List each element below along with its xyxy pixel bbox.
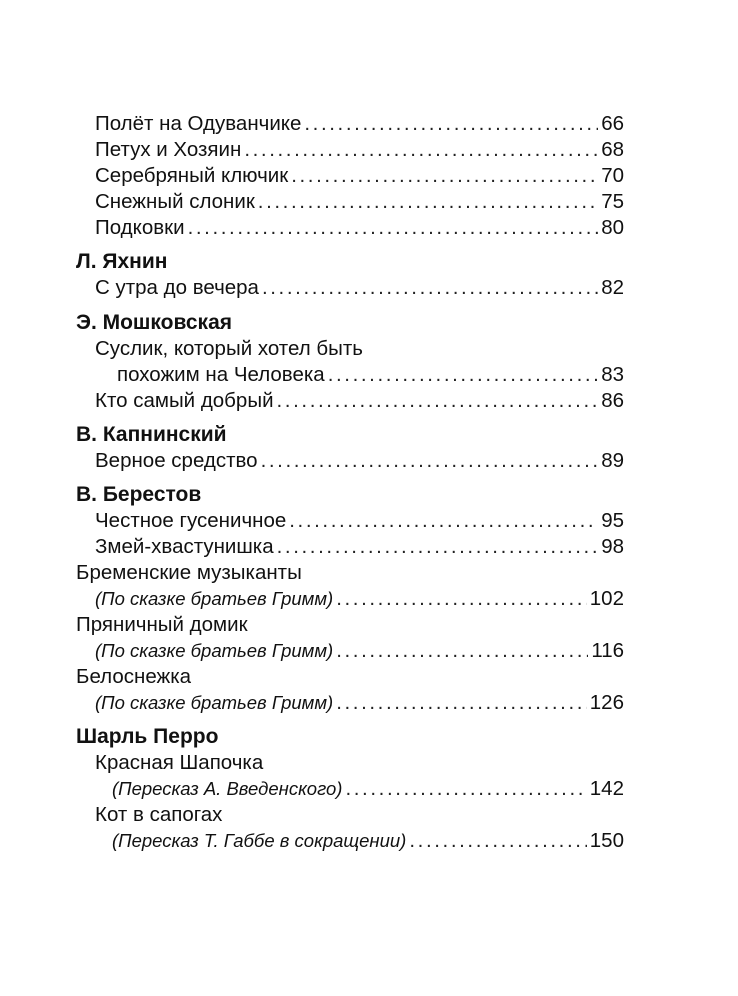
entry-page: 95 <box>601 509 624 532</box>
dot-leader <box>409 828 586 854</box>
dot-leader <box>336 586 587 612</box>
author-heading: В. Берестов <box>76 483 202 506</box>
entry-title: Честное гусеничное <box>95 509 287 532</box>
dot-leader <box>262 275 598 301</box>
toc-entry <box>0 362 624 388</box>
entry-page: 70 <box>601 164 624 187</box>
toc-entry <box>0 275 624 301</box>
toc-entry <box>0 137 624 163</box>
toc-entry <box>0 534 624 560</box>
entry-subtitle: (Пересказ Т. Габбе в сокращении) <box>112 830 407 851</box>
entry-subtitle: (По сказке братьев Гримм) <box>95 692 334 713</box>
entry-page: 80 <box>601 216 624 239</box>
dot-leader <box>304 111 598 137</box>
dot-leader <box>277 534 599 560</box>
toc-entry <box>0 586 624 612</box>
entry-page: 126 <box>589 691 624 714</box>
dot-leader <box>261 448 599 474</box>
dot-leader <box>277 388 599 414</box>
entry-page: 68 <box>601 138 624 161</box>
toc-entry <box>0 508 624 534</box>
entry-page: 142 <box>589 777 624 800</box>
author-heading: Э. Мошковская <box>76 311 233 334</box>
dot-leader <box>328 362 598 388</box>
entry-title-line1: Пряничный домик <box>76 613 248 636</box>
toc-entry <box>0 388 624 414</box>
author-heading: Шарль Перро <box>76 725 219 748</box>
toc-entry <box>0 189 624 215</box>
toc-entry <box>0 828 624 854</box>
entry-title: Полёт на Одуванчике <box>95 112 302 135</box>
entry-title: Змей-хвастунишка <box>95 535 274 558</box>
dot-leader <box>258 189 598 215</box>
entry-title: Серебряный ключик <box>95 164 289 187</box>
entry-page: 82 <box>601 276 624 299</box>
entry-subtitle: (По сказке братьев Гримм) <box>95 588 334 609</box>
entry-title: Петух и Хозяин <box>95 138 242 161</box>
toc-entry <box>0 690 624 716</box>
entry-page: 83 <box>601 363 624 386</box>
dot-leader <box>188 215 599 241</box>
dot-leader <box>336 638 588 664</box>
toc-entry <box>0 448 624 474</box>
toc-entry <box>0 215 624 241</box>
toc-entry <box>0 111 624 137</box>
entry-page: 89 <box>601 449 624 472</box>
entry-title: похожим на Человека <box>117 363 325 386</box>
author-heading: В. Капнинский <box>76 423 227 446</box>
entry-title: Кто самый добрый <box>95 389 274 412</box>
dot-leader <box>291 163 598 189</box>
entry-title: С утра до вечера <box>95 276 259 299</box>
entry-page: 102 <box>589 587 624 610</box>
author-heading: Л. Яхнин <box>76 250 168 273</box>
toc-entry <box>0 638 624 664</box>
entry-page: 116 <box>591 639 624 662</box>
toc-entry <box>0 776 624 802</box>
entry-page: 150 <box>589 829 624 852</box>
dot-leader <box>345 776 586 802</box>
entry-title-line1: Суслик, который хотел быть <box>95 337 363 360</box>
dot-leader <box>244 137 598 163</box>
dot-leader <box>289 508 598 534</box>
entry-title-line1: Красная Шапочка <box>95 751 264 774</box>
entry-subtitle: (По сказке братьев Гримм) <box>95 640 334 661</box>
entry-title: Снежный слоник <box>95 190 255 213</box>
entry-page: 98 <box>601 535 624 558</box>
entry-title-line1: Белоснежка <box>76 665 192 688</box>
entry-page: 66 <box>601 112 624 135</box>
dot-leader <box>336 690 587 716</box>
entry-subtitle: (Пересказ А. Введенского) <box>112 778 343 799</box>
toc-entry <box>0 163 624 189</box>
entry-title-line1: Кот в сапогах <box>95 803 223 826</box>
entry-page: 75 <box>601 190 624 213</box>
entry-title-line1: Бременские музыканты <box>76 561 302 584</box>
entry-title: Верное средство <box>95 449 258 472</box>
entry-page: 86 <box>601 389 624 412</box>
entry-title: Подковки <box>95 216 185 239</box>
